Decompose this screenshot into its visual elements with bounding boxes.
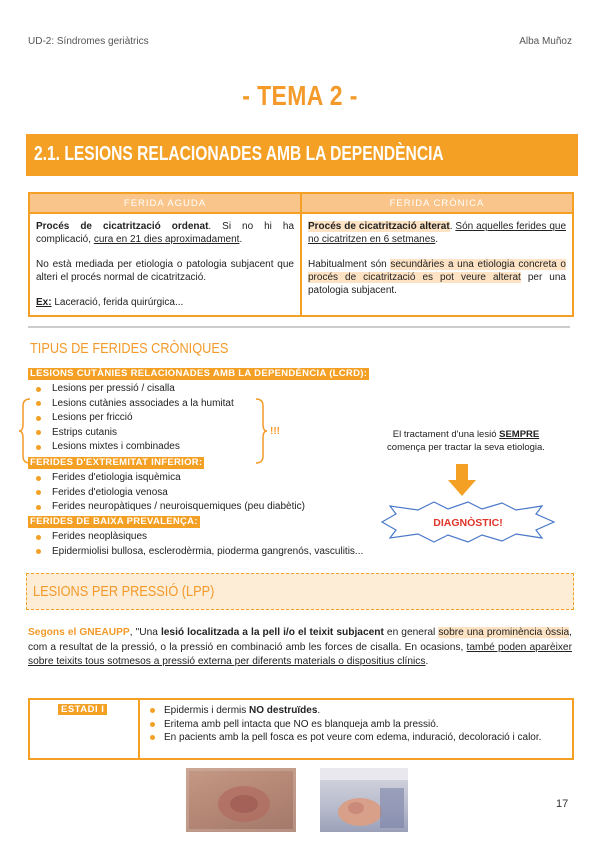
lpp-section-box — [26, 573, 574, 610]
section-banner — [26, 134, 578, 176]
list-item: Epidermiolisi bullosa, esclerodèrmia, pioderma gangrenós, vasculitis... — [34, 545, 363, 560]
aguda-p2: No està mediada per etiologia o patologia subjacent que alteri el procés normal de cicatrització. — [36, 259, 294, 283]
diagnostic-burst — [378, 500, 558, 544]
aguda-bold: Procés de cicatrització ordenat — [36, 221, 209, 232]
ferida-comparison-table — [28, 192, 574, 317]
tractament-note — [368, 428, 564, 454]
section-title: 2.1. LESIONS RELACIONADES AMB LA DEPENDÈNCIA — [34, 143, 444, 165]
page-number: 17 — [556, 798, 569, 810]
list-item: Lesions mixtes i combinades — [34, 440, 234, 455]
list-item: Lesions per fricció — [34, 411, 234, 426]
estadi-photo-skin — [186, 768, 296, 832]
extremitat-list — [34, 471, 305, 515]
lpp-title: LESIONS PER PRESSIÓ (LPP) — [33, 583, 215, 600]
cronica-p2a: Habitualment són — [308, 259, 391, 270]
list-item: En pacients amb la pell fosca es pot veure com edema, induració, decoloració i calor. — [148, 731, 568, 745]
list-item: Ferides neoplàsiques — [34, 530, 363, 545]
aguda-ex-text: Laceració, ferida quirúrgica... — [51, 297, 184, 308]
baixa-title: FERIDES DE BAIXA PREVALENÇA: — [30, 516, 198, 527]
aguda-underline: cura en 21 dies aproximadament — [93, 234, 240, 245]
cronica-end: . — [435, 234, 439, 245]
header-ferida-aguda: FERIDA AGUDA — [29, 193, 301, 213]
cell-ferida-aguda — [29, 213, 301, 316]
tema-title: - TEMA 2 - — [242, 80, 358, 111]
tipus-title: TIPUS DE FERIDES CRÒNIQUES — [30, 340, 229, 357]
list-item: Estrips cutanis — [34, 426, 234, 441]
estadi-label-cell — [30, 700, 140, 758]
list-item: Ferides d'etiologia venosa — [34, 486, 305, 501]
baixa-list — [34, 530, 363, 559]
left-brace-icon — [18, 398, 32, 464]
para-a: , "Una — [129, 627, 161, 638]
para-b: lesió localitzada a la pell i/o el teixit subjacent — [160, 627, 384, 638]
para-d: sobre una prominència òssia — [438, 627, 570, 638]
diagnostic-text: DIAGNÒSTIC! — [433, 517, 503, 529]
down-arrow-icon — [448, 464, 476, 496]
cronica-p2-highlight: secundàries a una etiologia concreta o procés de cicatrització es pot veure alterat — [308, 259, 566, 283]
tractament-c: comença per tractar la seva etiologia. — [387, 442, 545, 453]
exclamation-mark: !!! — [270, 426, 280, 437]
gneaupp-source: Segons el GNEAUPP — [28, 627, 130, 638]
header-author: Alba Muñoz — [519, 36, 572, 47]
tractament-a: El tractament d'una lesió — [392, 429, 500, 440]
header-subject: UD-2: Síndromes geriàtrics — [28, 36, 149, 47]
cell-ferida-cronica — [301, 213, 573, 316]
lcrd-list — [34, 382, 234, 455]
para-e: , com a resultat de la pressió, o la pressió en combinació amb les forces de cisalla. En ocasions, — [28, 627, 573, 653]
lcrd-title: LESIONS CUTÀNIES RELACIONADES AMB LA DEPENDÈNCIA (LCRD): — [30, 368, 368, 379]
estadi-label: ESTADI I — [58, 704, 107, 715]
extremitat-title: FERIDES D'EXTREMITAT INFERIOR: — [30, 457, 203, 468]
estadi-photo-finger-test — [320, 768, 408, 832]
divider — [28, 326, 570, 328]
estadi-list — [148, 704, 568, 745]
list-item: Lesions per pressió / cisalla — [34, 382, 234, 397]
para-c: en general — [383, 627, 439, 638]
list-item: Eritema amb pell intacta que NO es blanqueja amb la pressió. — [148, 718, 568, 732]
aguda-end: . — [239, 234, 243, 245]
list-item: Ferides d'etiologia isquèmica — [34, 471, 305, 486]
cronica-bold: Procés de cicatrització alterat — [308, 221, 450, 232]
lpp-definition — [28, 626, 572, 670]
cronica-text: . — [449, 221, 456, 232]
cronica-underline: Són aquelles ferides que no cicatritzen en 6 setmanes — [308, 221, 567, 245]
para-g: . — [425, 656, 429, 667]
list-item: Lesions cutànies associades a la humitat — [34, 397, 234, 412]
list-item: Ferides neuropàtiques / neuroisquemiques (peu diabètic) — [34, 500, 305, 515]
aguda-ex-label: Ex: — [36, 297, 52, 308]
cronica-p2b: per una patologia subjacent. — [308, 272, 566, 296]
list-item: Epidermis i dermis NO destruïdes. — [148, 704, 568, 718]
aguda-text: . Si no hi ha complicació, — [36, 221, 295, 245]
tractament-sempre: SEMPRE — [499, 429, 540, 440]
para-f: també poden aparèixer sobre teixits tous sotmesos a pressió externa per diferents materials o dispositius clínics — [28, 641, 572, 667]
estadi-box — [28, 698, 574, 760]
right-brace-icon — [254, 398, 268, 464]
header-ferida-cronica: FERIDA CRÒNICA — [301, 193, 573, 213]
